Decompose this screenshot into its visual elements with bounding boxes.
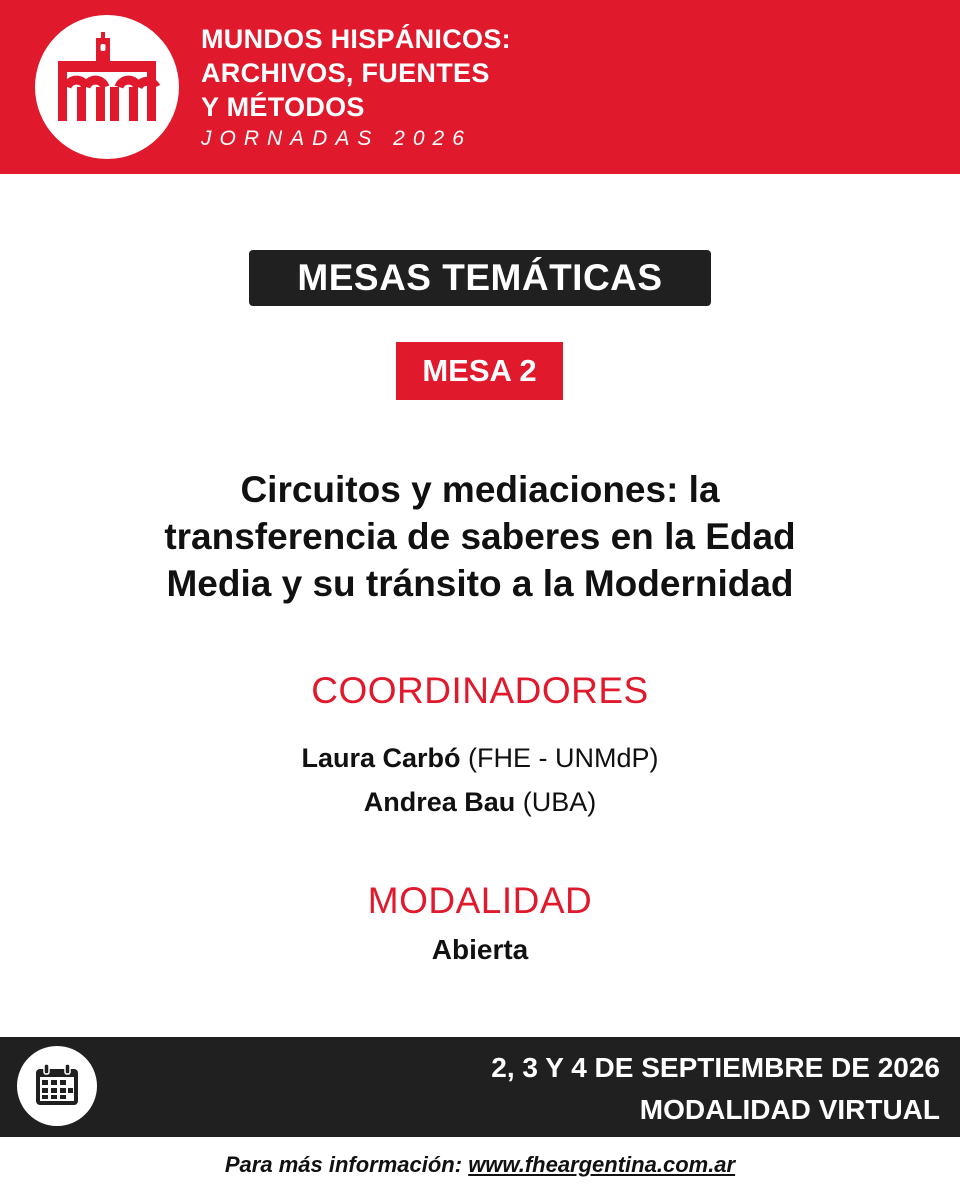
- coordinator-affiliation: (UBA): [522, 787, 597, 817]
- calendar-icon: [17, 1046, 97, 1126]
- section-badge: MESAS TEMÁTICAS: [249, 250, 711, 306]
- coordinator-entry: [0, 784, 960, 820]
- event-title-line: Y MÉTODOS: [201, 92, 365, 122]
- modality-heading: MODALIDAD: [367, 880, 593, 921]
- dates-text: 2, 3 Y 4 DE SEPTIEMBRE DE 2026: [491, 1052, 940, 1083]
- date-banner: [0, 1037, 960, 1137]
- event-dates: [491, 1047, 940, 1131]
- table-badge: MESA 2: [396, 342, 563, 400]
- building-facade-icon: [35, 15, 179, 159]
- topic-line: transferencia de saberes en la Edad: [164, 516, 796, 557]
- logo: [35, 15, 179, 159]
- coordinator-name: Laura Carbó: [301, 743, 461, 773]
- more-info: [0, 1152, 960, 1178]
- info-label: Para más información:: [224, 1152, 463, 1177]
- coordinator-entry: [0, 740, 960, 776]
- main-content: [0, 174, 960, 1036]
- event-title-line: ARCHIVOS, FUENTES: [201, 58, 490, 88]
- coordinators-heading: COORDINADORES: [311, 670, 649, 711]
- coordinator-name: Andrea Bau: [363, 787, 516, 817]
- mode-text: MODALIDAD VIRTUAL: [639, 1094, 940, 1125]
- calendar-badge: [17, 1046, 97, 1126]
- event-subtitle: JORNADAS 2026: [201, 127, 472, 150]
- topic-line: Media y su tránsito a la Modernidad: [166, 563, 794, 604]
- event-title-line: MUNDOS HISPÁNICOS:: [201, 24, 511, 54]
- coordinator-affiliation: (FHE - UNMdP): [468, 743, 659, 773]
- website-link[interactable]: www.fheargentina.com.ar: [468, 1152, 736, 1177]
- event-title: [201, 22, 511, 154]
- modality-value: Abierta: [431, 934, 529, 965]
- topic-line: Circuitos y mediaciones: la: [240, 469, 720, 510]
- header-banner: [0, 0, 960, 174]
- table-topic: [40, 466, 920, 607]
